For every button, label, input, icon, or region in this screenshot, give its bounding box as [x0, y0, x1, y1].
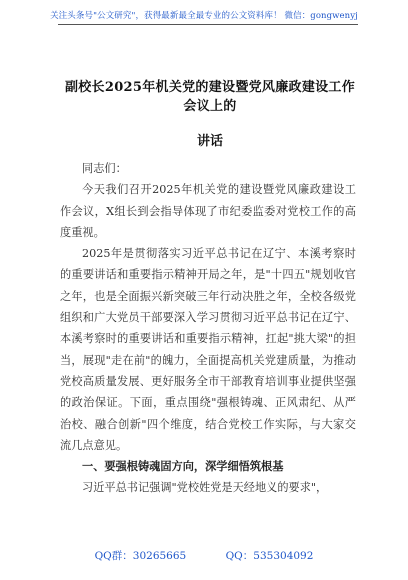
paragraph: 今天我们召开2025年机关党的建设暨党风廉政建设工作会议，X组长到会指导体现了市纪委监委对党校工作的高度重视。	[60, 183, 356, 239]
document-subtitle: 讲话	[196, 134, 223, 149]
document-body	[60, 158, 356, 499]
greeting: 同志们：	[82, 162, 127, 175]
footer-qq-group: QQ群：30265665	[94, 550, 187, 562]
paragraph: 2025年是贯彻落实习近平总书记在辽宁、本溪考察时的重要讲话和重要指示精神开局之年，是"十四五"规划收官之年，也是全面振兴新突破三年行动决胜之年，全校各级党组织和广大党员干部要深入学习贯彻习近平总书记在辽宁、本溪考察时的重要讲话和重要指示精神，扛起"挑大梁"的担当，展现"走在前"的魄力，全面提高机关党建质量，为推动党校高质量发展、更好服务全市干部教育培训事业提供坚强的政治保证。下面，重点围绕"强根铸魂、正风肃纪、从严治校、融合创新"四个维度，结合党校工作实际，与大家交流几点意见。	[60, 247, 356, 452]
header-note: 关注头条号"公文研究"，获得最新最全最专业的公文资料库！ 微信：gongwenyj	[50, 11, 358, 21]
document-title: 副校长2025年机关党的建设暨党风廉政建设工作会议上的	[64, 80, 356, 114]
section-heading: 一、要强根铸魂固方向，深学细悟筑根基	[82, 459, 284, 474]
header-divider	[58, 24, 358, 25]
footer-qq: QQ：535304092	[225, 550, 314, 562]
paragraph: 习近平总书记强调"党校姓党是天经地义的要求"，	[82, 481, 328, 495]
footer	[0, 548, 408, 563]
